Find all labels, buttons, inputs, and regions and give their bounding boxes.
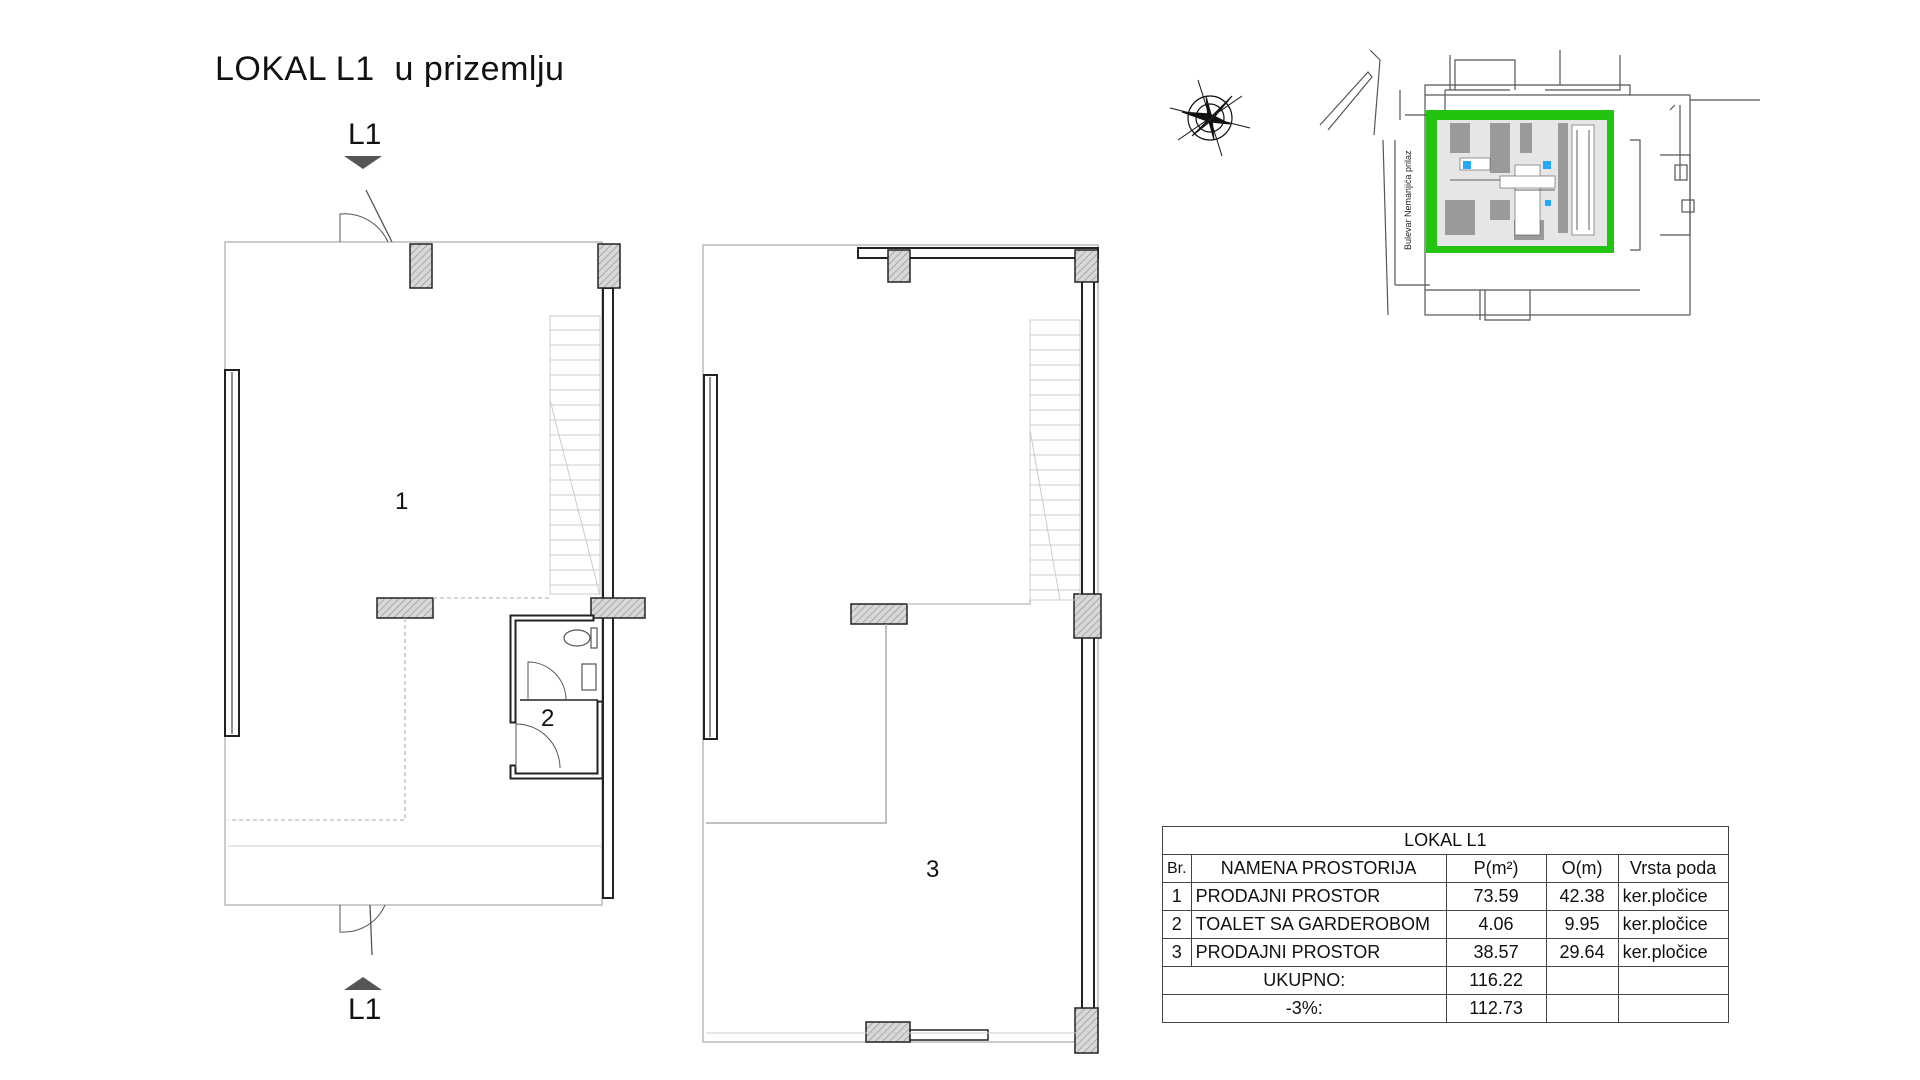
upper-floor-plan: [703, 245, 1101, 1053]
staircase: [550, 316, 600, 595]
total-value: 116.22: [1446, 967, 1546, 995]
header-floor: Vrsta poda: [1618, 855, 1728, 883]
cell-area: 73.59: [1446, 883, 1546, 911]
reduced-value: 112.73: [1446, 995, 1546, 1023]
street-label: Bulevar Nemanjića prilaz: [1403, 150, 1413, 250]
table-row: [1163, 939, 1729, 967]
column: [1074, 594, 1101, 638]
table-row: [1163, 911, 1729, 939]
top-door: [340, 214, 388, 242]
table-row: [1163, 883, 1729, 911]
column: [377, 598, 433, 618]
cell-name: PRODAJNI PROSTOR: [1191, 883, 1446, 911]
bottom-window: [910, 1030, 988, 1040]
toilet-room: [513, 618, 600, 776]
sink-icon: [582, 664, 596, 690]
cell-perimeter: 42.38: [1546, 883, 1618, 911]
compass-icon: [1160, 70, 1260, 170]
section-mark-top: L1: [348, 118, 382, 151]
section-mark-bottom: L1: [348, 993, 382, 1026]
cell-area: 4.06: [1446, 911, 1546, 939]
header-name: NAMENA PROSTORIJA: [1191, 855, 1446, 883]
door-swing: [528, 662, 566, 700]
room-label-2: 2: [541, 705, 555, 732]
total-row: [1163, 967, 1729, 995]
column: [591, 598, 645, 618]
table-header-row: [1163, 855, 1729, 883]
section-arrow-bottom: [344, 977, 382, 990]
table-title-row: [1163, 827, 1729, 855]
cell-no: 3: [1163, 939, 1192, 967]
staircase: [1030, 320, 1080, 600]
room-label-1: 1: [395, 488, 409, 515]
ground-floor-outline: [225, 242, 602, 905]
header-no: Br.: [1163, 855, 1192, 883]
right-wall: [603, 288, 613, 898]
column: [851, 604, 907, 624]
reduced-label: -3%:: [1163, 995, 1447, 1023]
column: [1075, 1008, 1098, 1053]
cell-no: 1: [1163, 883, 1192, 911]
cell-area: 38.57: [1446, 939, 1546, 967]
right-wall: [1082, 280, 1094, 1035]
cell-floor: ker.pločice: [1618, 883, 1728, 911]
column: [866, 1022, 910, 1042]
site-plan: [1300, 50, 1760, 330]
column: [410, 244, 432, 288]
page-title: LOKAL L1 u prizemlju: [215, 50, 565, 88]
cell-no: 2: [1163, 911, 1192, 939]
reduced-row: [1163, 995, 1729, 1023]
column: [888, 250, 910, 282]
cell-perimeter: 9.95: [1546, 911, 1618, 939]
column: [598, 244, 620, 288]
cell-floor: ker.pločice: [1618, 911, 1728, 939]
cell-perimeter: 29.64: [1546, 939, 1618, 967]
cell-floor: ker.pločice: [1618, 939, 1728, 967]
total-label: UKUPNO:: [1163, 967, 1447, 995]
header-area: P(m²): [1446, 855, 1546, 883]
area-table: [1162, 826, 1729, 1023]
column: [1075, 250, 1098, 282]
section-arrow-top: [344, 156, 382, 169]
bottom-door: [340, 905, 385, 932]
cell-name: TOALET SA GARDEROBOM: [1191, 911, 1446, 939]
table-title: LOKAL L1: [1163, 827, 1729, 855]
header-perimeter: O(m): [1546, 855, 1618, 883]
room-label-3: 3: [926, 856, 940, 883]
ground-floor-plan: [225, 156, 645, 990]
wc-icon: [564, 630, 590, 646]
cell-name: PRODAJNI PROSTOR: [1191, 939, 1446, 967]
